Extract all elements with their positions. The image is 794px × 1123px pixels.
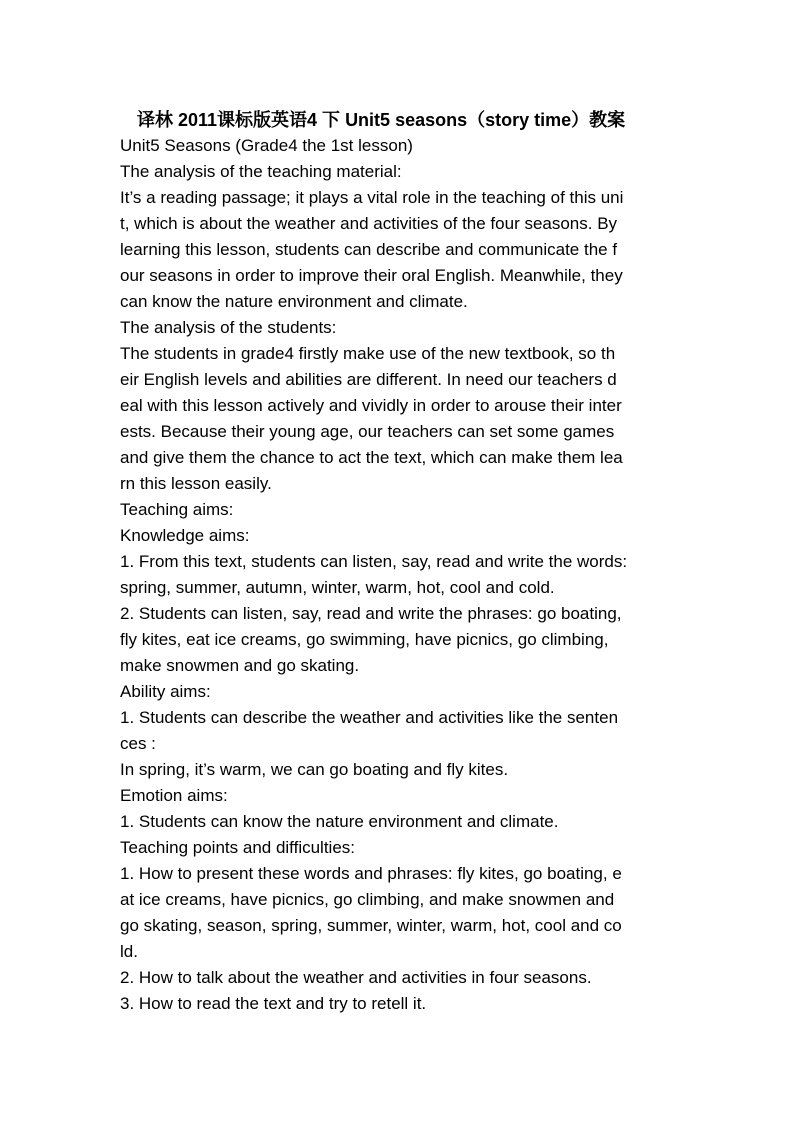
body-text-line: The analysis of the teaching material: <box>120 162 402 181</box>
body-text-line: 3. How to read the text and try to retell it. <box>120 994 427 1013</box>
body-text-line: ld. <box>120 942 138 961</box>
body-text-line: 1. How to present these words and phrases: fly kites, go boating, e <box>120 864 622 883</box>
body-text-line: at ice creams, have picnics, go climbing, and make snowmen and <box>120 890 615 909</box>
body-text-line: The students in grade4 firstly make use of the new textbook, so th <box>120 344 616 363</box>
body-text-line: make snowmen and go skating. <box>120 656 360 675</box>
body-text-line: 2. Students can listen, say, read and write the phrases: go boating, <box>120 604 622 623</box>
document-body <box>120 133 690 1017</box>
body-text-line: The analysis of the students: <box>120 318 337 337</box>
body-text-line: t, which is about the weather and activities of the four seasons. By <box>120 214 618 233</box>
document-title: 译林 2011课标版英语4 下 Unit5 seasons（story time）教案 <box>137 110 626 130</box>
body-text-line: can know the nature environment and climate. <box>120 292 468 311</box>
body-text-line: eir English levels and abilities are different. In need our teachers d <box>120 370 617 389</box>
body-text-line: ces : <box>120 734 156 753</box>
body-text-line: rn this lesson easily. <box>120 474 272 493</box>
body-text-line: In spring, it’s warm, we can go boating and fly kites. <box>120 760 509 779</box>
body-text-line: spring, summer, autumn, winter, warm, hot, cool and cold. <box>120 578 555 597</box>
body-text-line: ests. Because their young age, our teachers can set some games <box>120 422 615 441</box>
body-text-line: 2. How to talk about the weather and activities in four seasons. <box>120 968 592 987</box>
body-text-line: our seasons in order to improve their oral English. Meanwhile, they <box>120 266 623 285</box>
body-text-line: 1. From this text, students can listen, say, read and write the words: <box>120 552 628 571</box>
body-text-line: Teaching points and difficulties: <box>120 838 356 857</box>
body-text-line: 1. Students can describe the weather and activities like the senten <box>120 708 619 727</box>
body-text-line: go skating, season, spring, summer, winter, warm, hot, cool and co <box>120 916 622 935</box>
body-text-line: and give them the chance to act the text, which can make them lea <box>120 448 623 467</box>
body-text-line: Ability aims: <box>120 682 211 701</box>
body-text-line: fly kites, eat ice creams, go swimming, have picnics, go climbing, <box>120 630 609 649</box>
body-text-line: Unit5 Seasons (Grade4 the 1st lesson) <box>120 136 413 155</box>
body-text-line: eal with this lesson actively and vividly in order to arouse their inter <box>120 396 622 415</box>
body-text-line: 1. Students can know the nature environment and climate. <box>120 812 559 831</box>
body-text-line: Emotion aims: <box>120 786 228 805</box>
body-text-line: learning this lesson, students can describe and communicate the f <box>120 240 618 259</box>
body-text-line: Knowledge aims: <box>120 526 250 545</box>
body-text-line: Teaching aims: <box>120 500 234 519</box>
body-text-line: It’s a reading passage; it plays a vital role in the teaching of this uni <box>120 188 624 207</box>
